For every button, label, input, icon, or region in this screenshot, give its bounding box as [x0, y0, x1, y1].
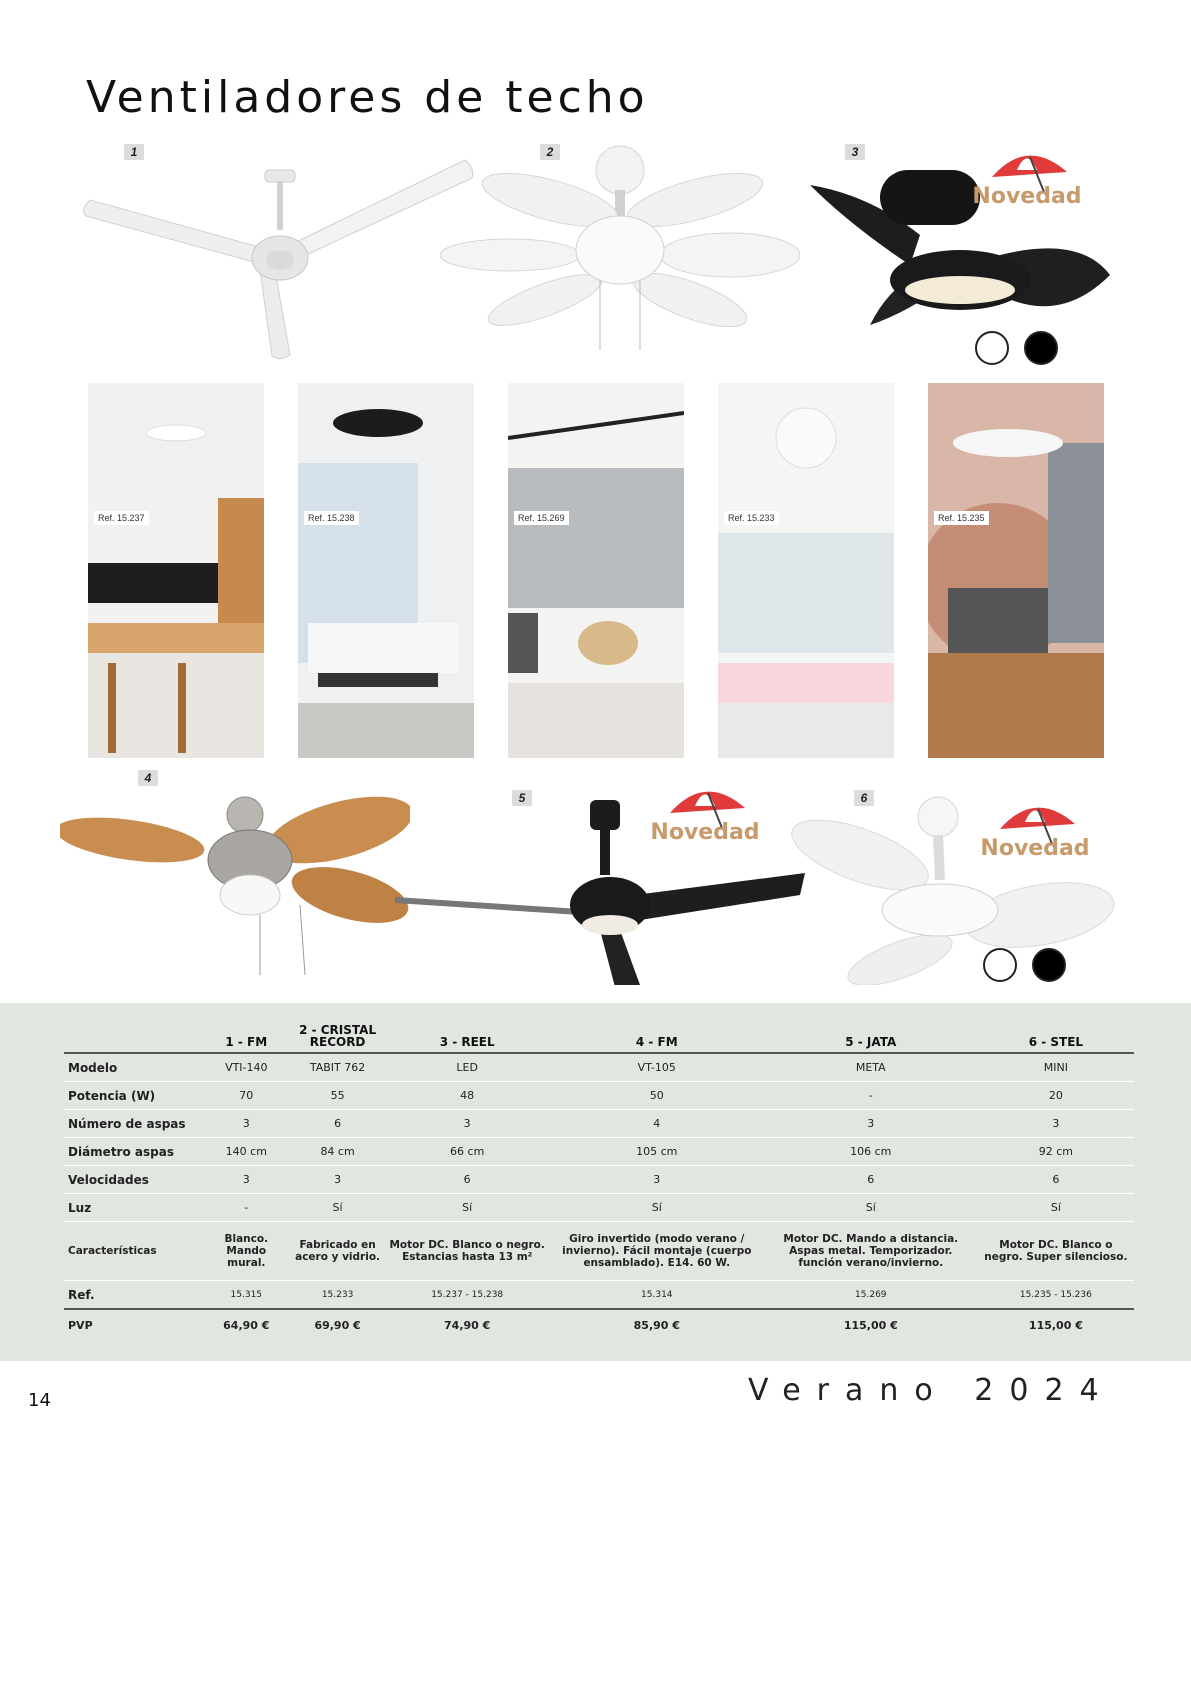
spec-header-1: 1 - FM	[202, 1016, 291, 1053]
row-label: Ref.	[64, 1281, 202, 1310]
table-cell: 15.237 - 15.238	[385, 1281, 550, 1310]
table-row-ref	[64, 1281, 1134, 1310]
photo-ref-label: Ref. 15.235	[934, 511, 989, 525]
table-cell: 15.315	[202, 1281, 291, 1310]
table-cell: 3	[978, 1110, 1134, 1138]
spec-header-3: 3 - REEL	[385, 1016, 550, 1053]
table-cell: 92 cm	[978, 1138, 1134, 1166]
table-cell: Motor DC. Blanco o negro. Super silencioso.	[978, 1222, 1134, 1281]
table-cell: -	[764, 1082, 978, 1110]
table-cell: META	[764, 1053, 978, 1082]
table-cell: MINI	[978, 1053, 1134, 1082]
table-cell: 70	[202, 1082, 291, 1110]
page-number: 14	[28, 1390, 51, 1411]
row-label: Potencia (W)	[64, 1082, 202, 1110]
spec-table	[64, 1016, 1134, 1340]
row-label: Luz	[64, 1194, 202, 1222]
row-label: Número de aspas	[64, 1110, 202, 1138]
table-cell: 6	[385, 1166, 550, 1194]
novedad-label: Novedad	[650, 820, 760, 845]
novedad-badge-3	[972, 142, 1082, 222]
row-label: Modelo	[64, 1053, 202, 1082]
spec-header-2: 2 - CRISTAL RECORD	[291, 1016, 385, 1053]
table-cell: Motor DC. Mando a distancia. Aspas metal. Temporizador. función verano/invierno.	[764, 1222, 978, 1281]
table-row	[64, 1110, 1134, 1138]
product-number-5: 5	[512, 790, 532, 806]
table-cell: LED	[385, 1053, 550, 1082]
novedad-label: Novedad	[972, 184, 1082, 209]
price-cell: 74,90 €	[444, 1318, 491, 1332]
table-cell: 105 cm	[550, 1138, 764, 1166]
page-title: Ventiladores de techo	[86, 72, 649, 123]
table-cell: TABIT 762	[291, 1053, 385, 1082]
novedad-label: Novedad	[980, 836, 1090, 861]
table-row	[64, 1053, 1134, 1082]
price-cell: 64,90 €	[223, 1318, 270, 1332]
table-cell: Giro invertido (modo verano / invierno). Fácil montaje (cuerpo ensamblado). E14. 60 W.	[550, 1222, 764, 1281]
table-row	[64, 1138, 1134, 1166]
product-number-3: 3	[845, 144, 865, 160]
spec-header-4: 4 - FM	[550, 1016, 764, 1053]
table-cell: 3	[764, 1110, 978, 1138]
table-cell: VTI-140	[202, 1053, 291, 1082]
fan-1-image	[80, 140, 480, 360]
product-number-1: 1	[124, 144, 144, 160]
table-cell: 3	[202, 1110, 291, 1138]
table-row-features	[64, 1222, 1134, 1281]
spec-header-empty	[64, 1016, 202, 1053]
table-cell: 3	[202, 1166, 291, 1194]
table-cell: Blanco. Mando mural.	[202, 1222, 291, 1281]
table-row-pvp	[64, 1309, 1134, 1340]
table-cell: 6	[291, 1110, 385, 1138]
room-photo-1	[88, 383, 264, 758]
table-row	[64, 1082, 1134, 1110]
table-cell: 106 cm	[764, 1138, 978, 1166]
price-cell: 69,90 €	[314, 1318, 361, 1332]
table-cell: 20	[978, 1082, 1134, 1110]
price-cell: 115,00 €	[843, 1318, 898, 1332]
table-cell: Sí	[291, 1194, 385, 1222]
table-cell: Sí	[385, 1194, 550, 1222]
table-cell: Sí	[764, 1194, 978, 1222]
photo-ref-label: Ref. 15.269	[514, 511, 569, 525]
table-cell: 66 cm	[385, 1138, 550, 1166]
product-number-2: 2	[540, 144, 560, 160]
table-cell: VT-105	[550, 1053, 764, 1082]
row-label: Velocidades	[64, 1166, 202, 1194]
table-cell: 6	[764, 1166, 978, 1194]
table-cell: 15.269	[764, 1281, 978, 1310]
photo-ref-label: Ref. 15.233	[724, 511, 779, 525]
table-cell: 48	[385, 1082, 550, 1110]
table-cell: 3	[550, 1166, 764, 1194]
color-swatch-black	[1024, 331, 1058, 365]
spec-table-header-row	[64, 1016, 1134, 1053]
table-cell: Sí	[978, 1194, 1134, 1222]
photo-ref-label: Ref. 15.238	[304, 511, 359, 525]
table-cell: 50	[550, 1082, 764, 1110]
room-photo-2	[298, 383, 474, 758]
fan-4-image	[60, 785, 410, 985]
product-number-6: 6	[854, 790, 874, 806]
room-photo-4	[718, 383, 894, 758]
row-label: PVP	[68, 1318, 93, 1332]
fan-6-image	[790, 795, 1120, 985]
table-cell: 140 cm	[202, 1138, 291, 1166]
table-row	[64, 1166, 1134, 1194]
table-cell: 4	[550, 1110, 764, 1138]
table-cell: Fabricado en acero y vidrio.	[291, 1222, 385, 1281]
row-label: Características	[64, 1222, 202, 1281]
room-photo-3	[508, 383, 684, 758]
fan-2-image	[440, 140, 800, 360]
table-cell: Motor DC. Blanco o negro. Estancias hasta 13 m²	[385, 1222, 550, 1281]
spec-header-6: 6 - STEL	[978, 1016, 1134, 1053]
photo-ref-label: Ref. 15.237	[94, 511, 149, 525]
table-row	[64, 1194, 1134, 1222]
room-photo-5	[928, 383, 1104, 758]
table-cell: -	[202, 1194, 291, 1222]
product-number-4: 4	[138, 770, 158, 786]
price-cell: 85,90 €	[633, 1318, 680, 1332]
spec-header-5: 5 - JATA	[764, 1016, 978, 1053]
table-cell: 15.233	[291, 1281, 385, 1310]
table-cell: 84 cm	[291, 1138, 385, 1166]
table-cell: 15.314	[550, 1281, 764, 1310]
table-cell: Sí	[550, 1194, 764, 1222]
footer-season: Verano 2024	[748, 1373, 1115, 1408]
color-swatch-white	[975, 331, 1009, 365]
table-cell: 3	[385, 1110, 550, 1138]
table-cell: 6	[978, 1166, 1134, 1194]
table-cell: 15.235 - 15.236	[978, 1281, 1134, 1310]
row-label: Diámetro aspas	[64, 1138, 202, 1166]
table-cell: 55	[291, 1082, 385, 1110]
table-cell: 3	[291, 1166, 385, 1194]
price-cell: 115,00 €	[1028, 1318, 1083, 1332]
fan-5-image	[395, 795, 815, 985]
